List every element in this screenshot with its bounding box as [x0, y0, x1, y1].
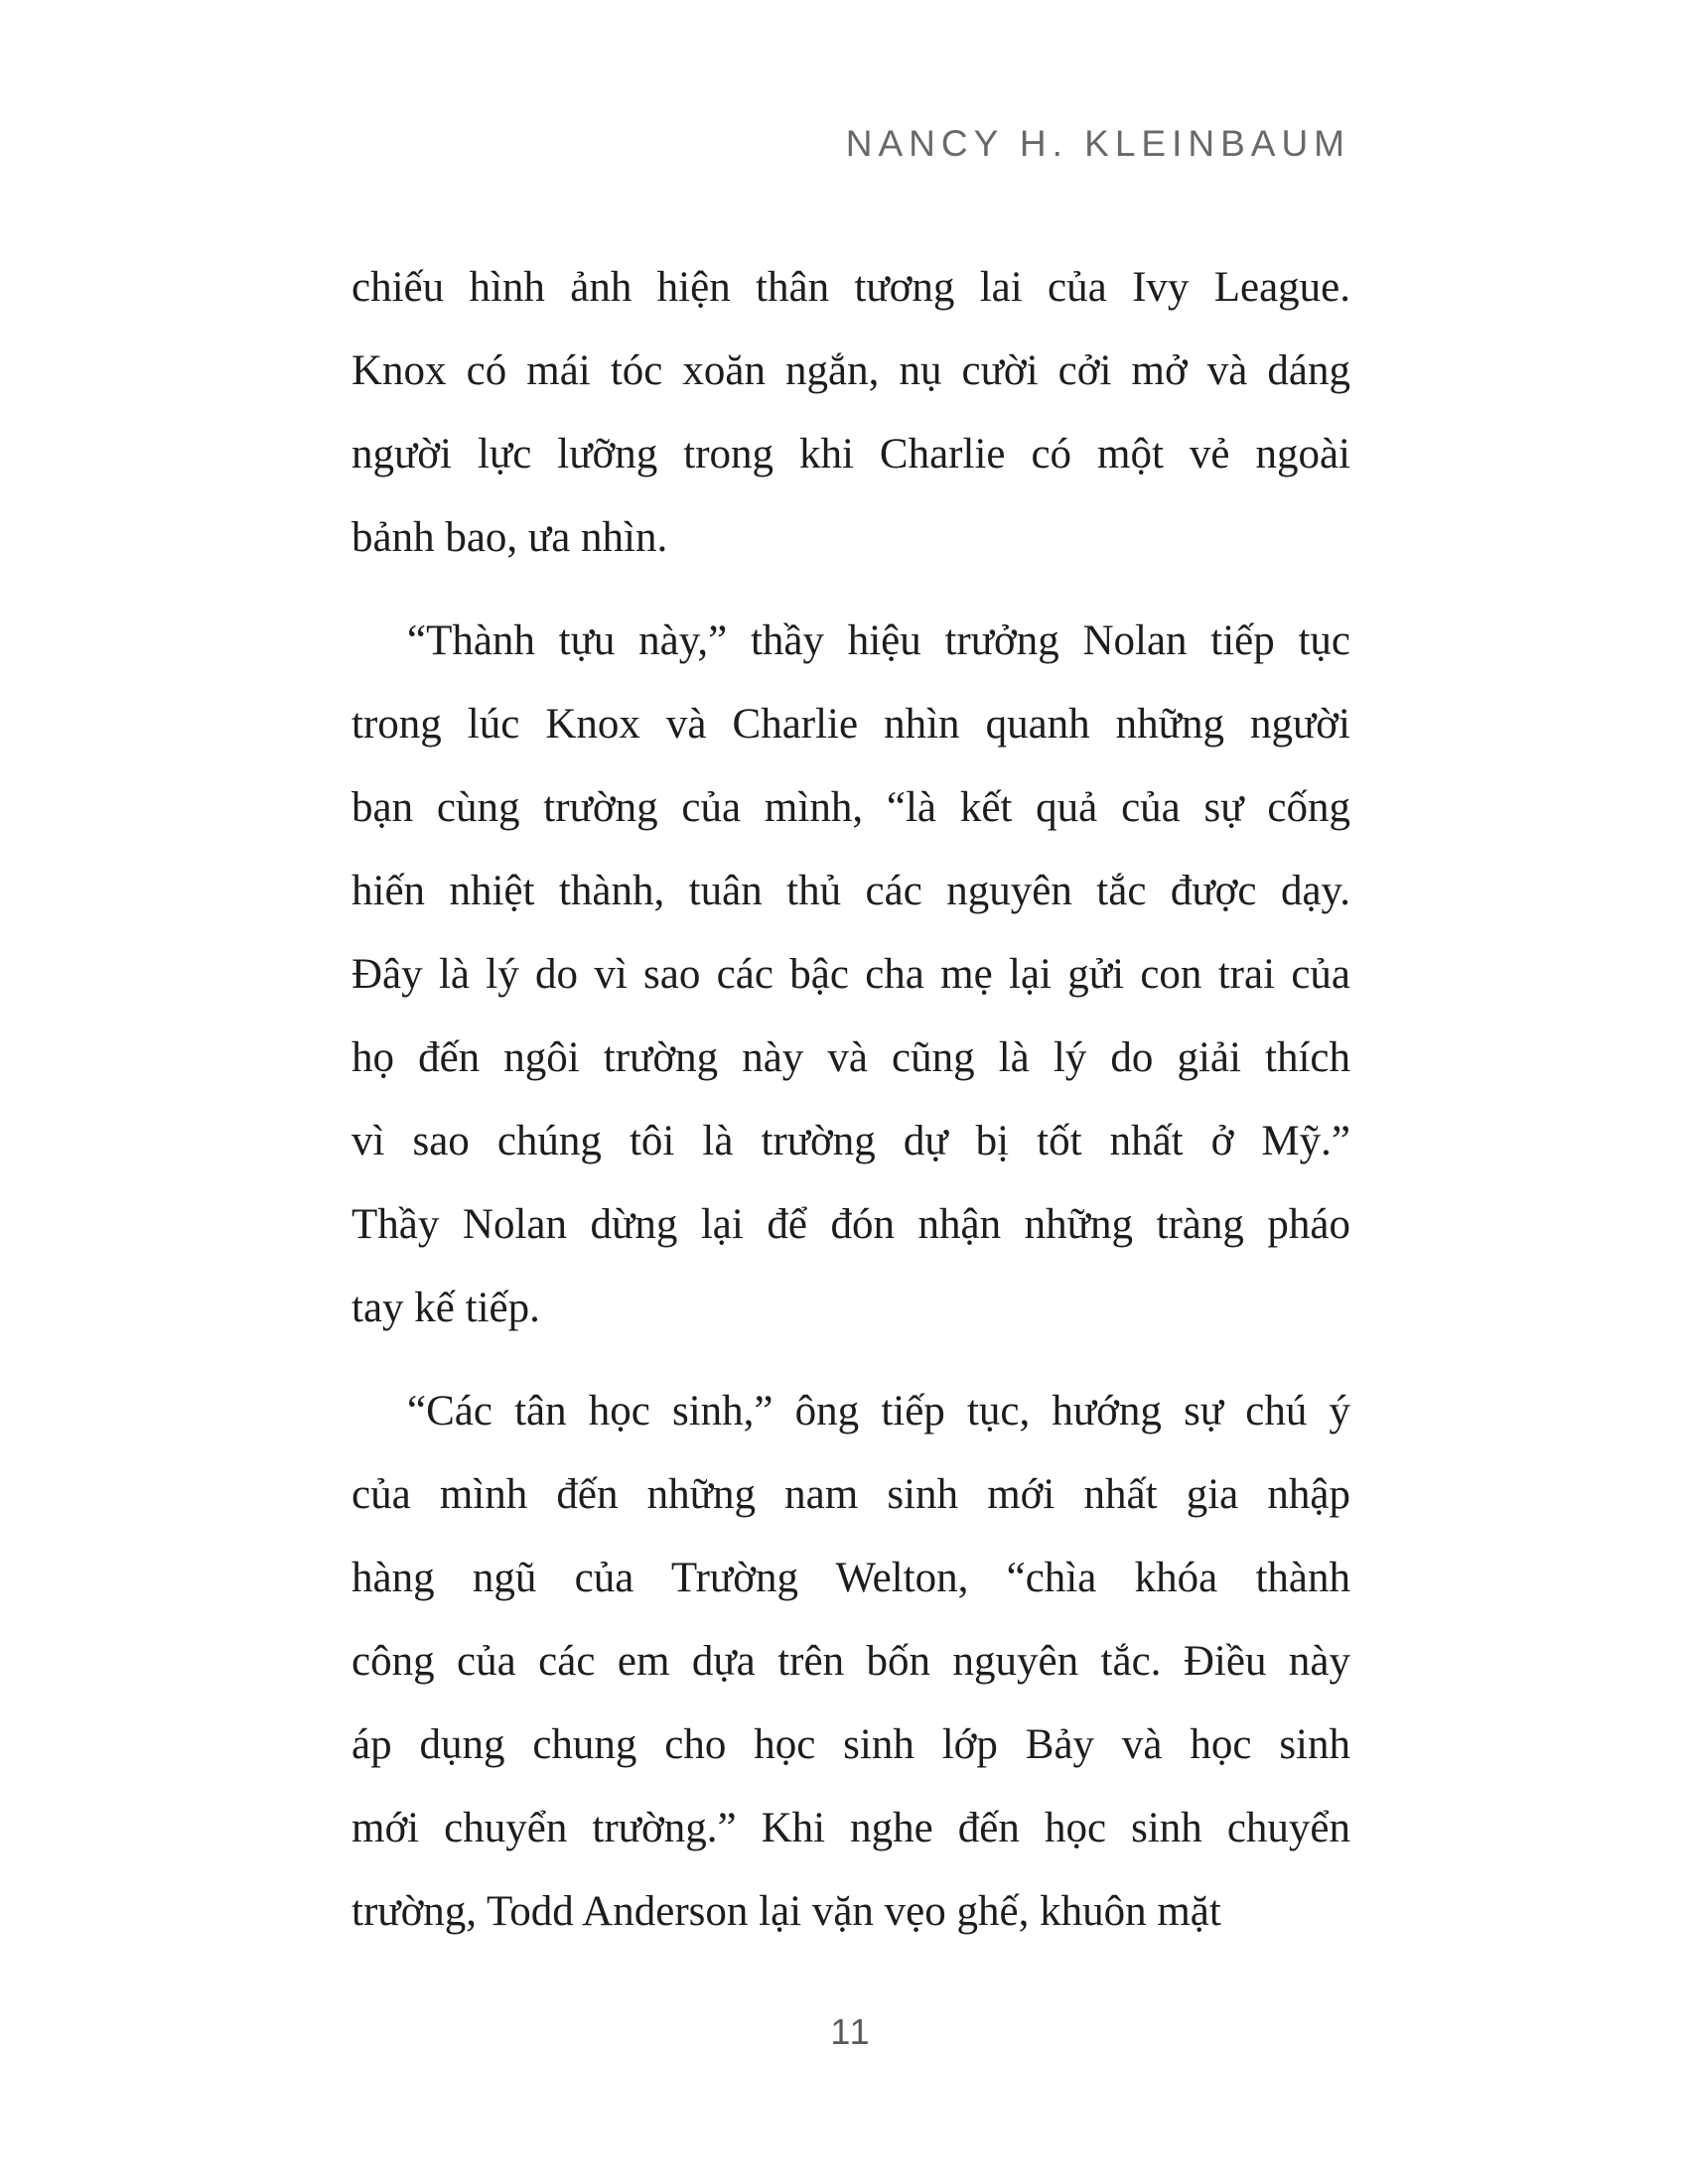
text-line: công của các em dựa trên bốn nguyên tắc. Điều này: [352, 1638, 1350, 1685]
text-line: trường, Todd Anderson lại vặn vẹo ghế, khuôn mặt: [352, 1888, 1221, 1935]
text-line: Thầy Nolan dừng lại để đón nhận những tràng pháo: [352, 1201, 1350, 1248]
text-line: mới chuyển trường.” Khi nghe đến học sinh chuyển: [352, 1805, 1350, 1851]
text-line: hiến nhiệt thành, tuân thủ các nguyên tắc được dạy.: [352, 868, 1350, 914]
text-line: hàng ngũ của Trường Welton, “chìa khóa thành: [352, 1555, 1350, 1601]
text-line: của mình đến những nam sinh mới nhất gia nhập: [352, 1471, 1350, 1518]
text-line: “Các tân học sinh,” ông tiếp tục, hướng sự chú ý: [407, 1388, 1350, 1434]
text-line: “Thành tựu này,” thầy hiệu trưởng Nolan tiếp tục: [407, 617, 1350, 664]
text-line: bảnh bao, ưa nhìn.: [352, 514, 668, 561]
paragraph: [352, 246, 1350, 580]
running-header-author: NANCY H. KLEINBAUM: [845, 123, 1350, 164]
page-body-text: [352, 246, 1350, 1954]
text-line: chiếu hình ảnh hiện thân tương lai của Ivy League.: [352, 264, 1350, 311]
text-line: bạn cùng trường của mình, “là kết quả của sự cống: [352, 784, 1350, 831]
text-line: Knox có mái tóc xoăn ngắn, nụ cười cởi mở và dáng: [352, 347, 1350, 394]
text-line: trong lúc Knox và Charlie nhìn quanh những người: [352, 701, 1350, 748]
text-line: Đây là lý do vì sao các bậc cha mẹ lại gửi con trai của: [352, 951, 1350, 998]
paragraph: [352, 1370, 1350, 1954]
text-line: người lực lưỡng trong khi Charlie có một vẻ ngoài: [352, 431, 1350, 478]
text-line: tay kế tiếp.: [352, 1285, 540, 1331]
text-line: vì sao chúng tôi là trường dự bị tốt nhất ở Mỹ.”: [352, 1118, 1350, 1164]
paragraph: [352, 600, 1350, 1350]
page-number: 11: [830, 2011, 872, 2052]
text-line: họ đến ngôi trường này và cũng là lý do giải thích: [352, 1034, 1350, 1081]
text-line: áp dụng chung cho học sinh lớp Bảy và học sinh: [352, 1721, 1350, 1768]
